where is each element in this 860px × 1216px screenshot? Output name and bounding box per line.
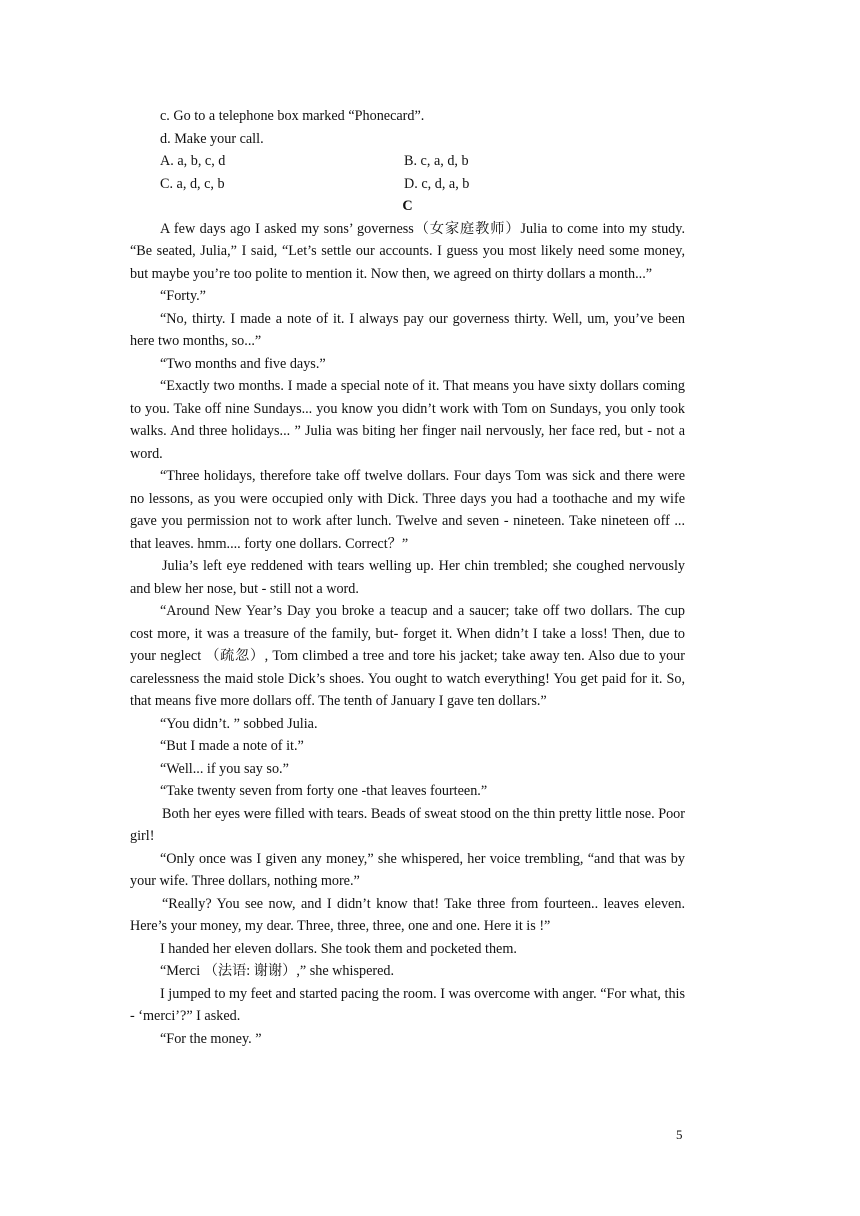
paragraph: “But I made a note of it.”	[160, 738, 304, 754]
option-d: D. c, d, a, b	[404, 175, 470, 192]
paragraph: “Well... if you say so.”	[160, 760, 289, 777]
options-row-1	[130, 150, 685, 173]
paragraph: I handed her eleven dollars. She took them and pocketed them.	[160, 940, 517, 957]
option-a: A. a, b, c, d	[160, 153, 226, 169]
step-c: c. Go to a telephone box marked “Phonecard”.	[160, 108, 425, 124]
options-row-2	[130, 173, 685, 196]
paragraph: “Three holidays, therefore take off twelve dollars. Four days Tom was sick and there were no lessons, as you were occupied only with Dick. Three days you had a toothache and my wife gave you permission not to work after lunch. Twelve and seven - nineteen. Take nineteen off ... that leaves. hmm.... forty one dollars. Correct？”	[130, 468, 685, 552]
paragraph: “Merci （法语: 谢谢）,” she whispered.	[160, 963, 395, 979]
paragraph: “For the money. ”	[160, 1030, 262, 1047]
option-b: B. c, a, d, b	[404, 153, 469, 169]
paragraph: Julia’s left eye reddened with tears welling up. Her chin trembled; she coughed nervously and blew her nose, but - still not a word.	[130, 558, 685, 597]
paragraph: “Exactly two months. I made a special note of it. That means you have sixty dollars coming to you. Take off nine Sundays... you know you didn’t work with Tom on Sundays, you only took walks. And three holidays... ” Julia was biting her finger nail nervously, her face red, but - not a word.	[130, 378, 685, 462]
paragraph: “Two months and five days.”	[160, 355, 326, 372]
paragraph: A few days ago I asked my sons’ governess（女家庭教师）Julia to come into my study. “Be seated, Julia,” I said, “Let’s settle our accounts. I guess you most likely need some money, but maybe you’re too polite to mention it. Now then, we agreed on thirty dollars a month...”	[130, 220, 685, 282]
section-heading: C	[402, 198, 413, 214]
paragraph: Both her eyes were filled with tears. Beads of sweat stood on the thin pretty little nose. Poor girl!	[130, 805, 685, 844]
paragraph: “Only once was I given any money,” she whispered, her voice trembling, “and that was by your wife. Three dollars, nothing more.”	[130, 850, 685, 889]
paragraph: “No, thirty. I made a note of it. I always pay our governess thirty. Well, um, you’ve been here two months, so...”	[130, 310, 685, 349]
paragraph: “Around New Year’s Day you broke a teacup and a saucer; take off two dollars. The cup cost more, it was a treasure of the family, but- forget it. When didn’t I take a loss! Then, due to your neglect （疏忽）, Tom climbed a tree and tore his jacket; take away ten. Also due to your carelessness the maid stole Dick’s shoes. You ought to watch everything! You get paid for it. So, that means five more dollars off. The tenth of January I gave ten dollars.”	[130, 603, 685, 709]
step-d: d. Make your call.	[160, 130, 264, 147]
paragraph: I jumped to my feet and started pacing the room. I was overcome with anger. “For what, this - ‘merci’?” I asked.	[130, 985, 685, 1024]
option-c: C. a, d, c, b	[160, 175, 225, 192]
document-page	[130, 105, 685, 1050]
paragraph: “Really? You see now, and I didn’t know that! Take three from fourteen.. leaves eleven. Here’s your money, my dear. Three, three, three, one and one. Here it is !”	[130, 895, 685, 934]
page-number: 5	[676, 1127, 683, 1142]
paragraph: “Take twenty seven from forty one -that leaves fourteen.”	[160, 783, 488, 799]
paragraph: “You didn’t. ” sobbed Julia.	[160, 715, 318, 732]
paragraph: “Forty.”	[160, 288, 206, 304]
